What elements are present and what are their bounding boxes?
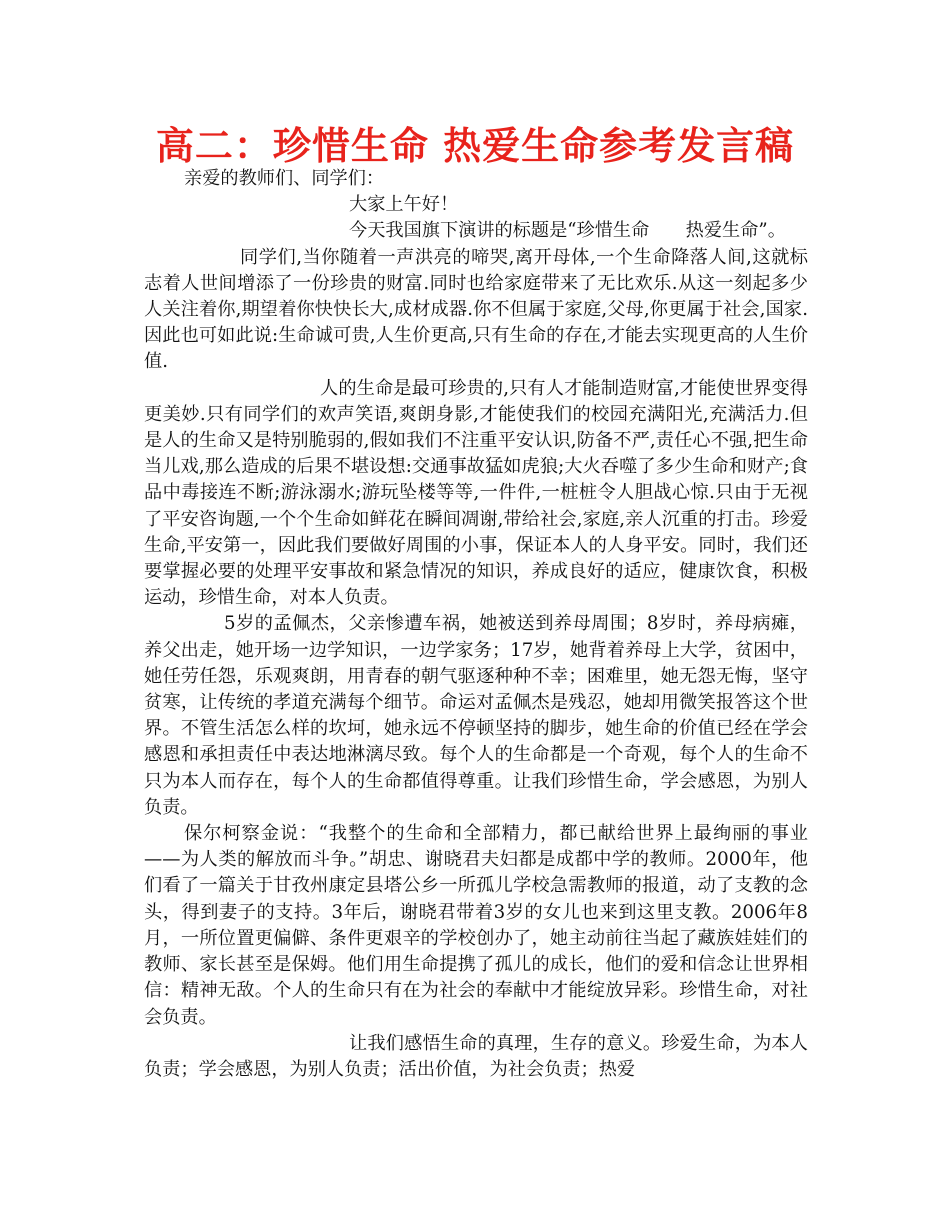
body-paragraph: 5岁的孟佩杰，父亲惨遭车祸，她被送到养母周围；8岁时，养母病瘫，养父出走，她开场一边学知识，一边学家务；17岁，她背着养母上大学，贫困中，她任劳任怨，乐观爽朗，用青春的朝气驱逐种种不幸；困难里，她无怨无悔，坚守贫寒，让传统的孝道充满每个细节。命运对孟佩杰是残忍，她却用微笑报答这个世界。不管生活怎么样的坎坷，她永远不停顿坚持的脚步，她生命的价值已经在学会感恩和承担责任中表达地淋漓尽致。每个人的生命都是一个奇观，每个人的生命不只为本人而存在，每个人的生命都值得尊重。让我们珍惜生命，学会感恩，为别人负责。 — [144, 613, 808, 818]
document-body — [144, 166, 808, 1083]
document-title: 高二：珍惜生命 热爱生命参考发言稿 — [155, 124, 795, 168]
body-paragraph: 同学们,当你随着一声洪亮的啼哭,离开母体,一个生命降落人间,这就标志着人世间增添了一份珍贵的财富.同时也给家庭带来了无比欢乐.从这一刻起多少人关注着你,期望着你快快长大,成材成器.你不但属于家庭,父母,你更属于社会,国家.因此也可如此说:生命诚可贵,人生价更高,只有生命的存在,才能去实现更高的人生价值. — [144, 246, 808, 373]
body-paragraph: 保尔柯察金说：“我整个的生命和全部精力，都已献给世界上最绚丽的事业——为人类的解放而斗争。”胡忠、谢晓君夫妇都是成都中学的教师。2000年，他们看了一篇关于甘孜州康定县塔公乡一所孤儿学校急需教师的报道，动了支教的念头，得到妻子的支持。3年后，谢晓君带着3岁的女儿也来到这里支教。2006年8月，一所位置更偏僻、条件更艰辛的学校创办了，她主动前往当起了藏族娃娃们的教师、家长甚至是保姆。他们用生命提携了孤儿的成长，他们的爱和信念让世界相信：精神无敌。个人的生命只有在为社会的奉献中才能绽放异彩。珍惜生命，对社会负责。 — [144, 823, 808, 1028]
salutation: 亲爱的教师们、同学们： — [184, 168, 385, 189]
intro-paragraph: 今天我国旗下演讲的标题是“珍惜生命 热爱生命”。 — [349, 220, 786, 242]
body-paragraph: 人的生命是最可珍贵的,只有人才能制造财富,才能使世界变得更美妙.只有同学们的欢声笑语,爽朗身影,才能使我们的校园充满阳光,充满活力.但是人的生命又是特别脆弱的,假如我们不注重平安认识,防备不严,责任心不强,把生命当儿戏,那么造成的后果不堪设想:交通事故猛如虎狼;大火吞噬了多少生命和财产;食品中毒接连不断;游泳溺水;游玩坠楼等等,一件件,一桩桩令人胆战心惊.只由于无视了平安咨询题,一个个生命如鲜花在瞬间凋谢,带给社会,家庭,亲人沉重的打击。珍爱生命,平安第一，因此我们要做好周围的小事，保证本人的人身平安。同时，我们还要掌握必要的处理平安事故和紧急情况的知识，养成良好的适应，健康饮食，积极运动，珍惜生命，对本人负责。 — [144, 377, 808, 609]
body-paragraph: 让我们感悟生命的真理，生存的意义。珍爱生命，为本人负责；学会感恩，为别人负责；活出价值，为社会负责；热爱 — [144, 1032, 808, 1080]
greeting: 大家上午好！ — [349, 194, 459, 216]
